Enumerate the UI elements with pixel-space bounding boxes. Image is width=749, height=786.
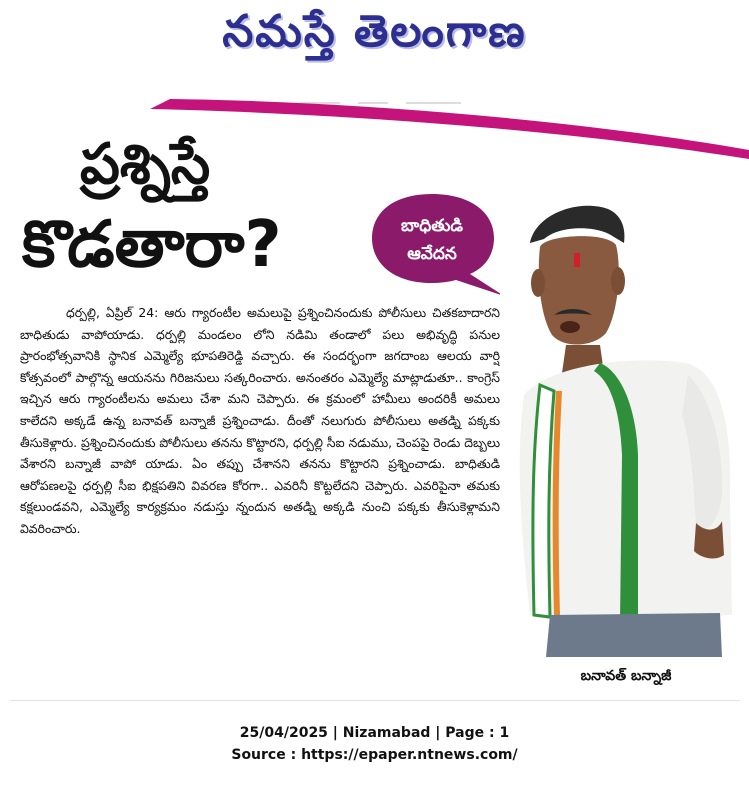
- victim-photo: [510, 195, 740, 657]
- clipping-footer: [0, 722, 749, 766]
- article-body: [20, 302, 500, 694]
- masthead: [0, 0, 749, 70]
- source-link[interactable]: Source : https://epaper.ntnews.com/: [231, 747, 518, 763]
- speech-bubble-text: [376, 212, 488, 268]
- speech-bubble: [370, 190, 500, 300]
- photo-caption: బనావత్ బన్నాజీ: [580, 668, 672, 684]
- newspaper-title: నమస్తే తెలంగాణ: [222, 6, 527, 57]
- edition-line: 25/04/2025 | Nizamabad | Page : 1: [239, 725, 510, 741]
- clipping-bottom-rule: [10, 700, 740, 701]
- speech-bubble-line-2: ఆవేదన: [407, 244, 457, 264]
- article-paragraph: ధర్పల్లి, ఏప్రిల్ 24: ఆరు గ్యారంటీల అమలుపై ప్రశ్నించినందుకు పోలీసులు చితకబాదారని బాధితుడు వాపోయాడు. ధర్పల్లి మండలం లోని నడిమి తండాలో పలు అభివృద్ధి పనుల ప్రారంభోత్సవానికి స్థానిక ఎమ్మెల్యే భూపతిరెడ్డి వచ్చారు. ఈ సందర్భంగా జగదాంబ ఆలయ వార్షి కోత్సవంలో పాల్గొన్న ఆయనను గిరిజనులు సత్కరించారు. అనంతరం ఎమ్మెల్యే మాట్లాడుతూ.. కాంగ్రెస్ ఇచ్చిన ఆరు గ్యారంటీలను అమలు చేశా మని చెప్పారు. ఈ క్రమంలో హామీలు అందరికీ అమలు కాలేదని అక్కడే ఉన్న బనావత్ బన్నాజీ ప్రశ్నించాడు. దీంతో నలుగురు పోలీసులు అతడ్ని పక్కకు తీసుకెళ్లారు. ప్రశ్నించినందుకు పోలీసులు తనను కొట్టారని, ధర్పల్లి సీఐ నడుము, చెంపపై రెండు దెబ్బలు వేశారని బన్నాజీ వాపో యాడు. ఏం తప్పు చేశానని తనను కొట్టారని ప్రశ్నించాడు. బాధితుడి ఆరోపణలపై ధర్పల్లి సీఐ భిక్షపతిని వివరణ కోరగా.. ఎవరినీ కొట్టలేదని చెప్పారు. ఎవరిపైనా తమకు కక్షలుండవని, ఎమ్మెల్యే కార్యక్రమం నడుస్తు న్నందున అతడ్ని అక్కడి నుంచి పక్కకు తీసుకెళ్లామని వివరించారు.: [20, 305, 500, 536]
- speech-bubble-line-1: బాధితుడి: [401, 216, 463, 236]
- man-portrait-illustration: [510, 195, 740, 657]
- headline-line-2: కొడతారా?: [22, 208, 282, 282]
- headline-line-1: ప్రశ్నిస్తే: [80, 132, 211, 197]
